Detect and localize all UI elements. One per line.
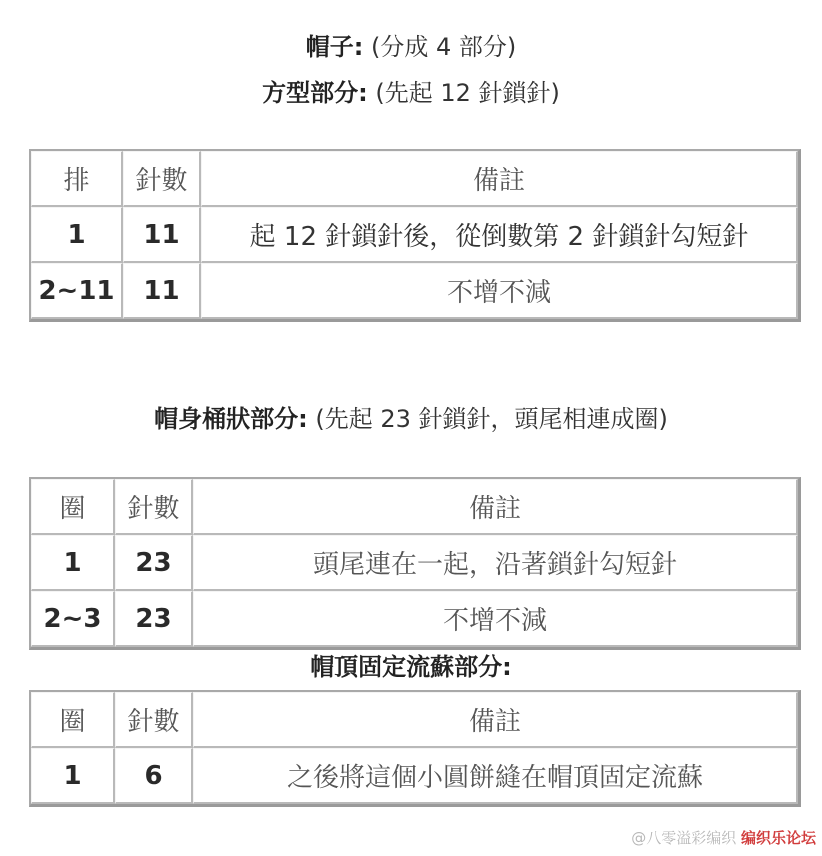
square-section-heading (0, 76, 822, 110)
column-header-stitch-count: 針數 (123, 151, 201, 207)
watermark (631, 827, 816, 848)
table-row (31, 535, 798, 591)
table-row (31, 748, 798, 804)
table-header-row (31, 479, 798, 535)
remark-cell: 不增不減 (193, 591, 798, 647)
table-row (31, 591, 798, 647)
column-header-remarks: 備註 (201, 151, 798, 207)
stitch-count-cell: 11 (123, 263, 201, 319)
remark-cell: 之後將這個小圓餅縫在帽頂固定流蘇 (193, 748, 798, 804)
tassel-section-label: 帽頂固定流蘇部分: (310, 653, 512, 681)
column-header-round-number: 圈 (31, 479, 115, 535)
round-number-cell: 2~3 (31, 591, 115, 647)
watermark-text: @八零溢彩编织 (631, 829, 737, 847)
column-header-row-number: 排 (31, 151, 123, 207)
row-number-cell: 2~11 (31, 263, 123, 319)
tube-table (29, 477, 801, 650)
remark-cell: 起 12 針鎖針後，從倒數第 2 針鎖針勾短針 (201, 207, 798, 263)
watermark-logo: 编织乐论坛 (740, 829, 816, 847)
column-header-round-number: 圈 (31, 692, 115, 748)
square-section-label: 方型部分: (262, 79, 368, 107)
stitch-count-cell: 23 (115, 535, 193, 591)
table-row (31, 263, 798, 319)
round-number-cell: 1 (31, 748, 115, 804)
column-header-stitch-count: 針數 (115, 692, 193, 748)
row-number-cell: 1 (31, 207, 123, 263)
stitch-count-cell: 23 (115, 591, 193, 647)
tube-section-note: (先起 23 針鎖針，頭尾相連成圈) (315, 405, 668, 433)
hat-title-note: (分成 4 部分) (370, 33, 517, 61)
square-section-note: (先起 12 針鎖針) (375, 79, 560, 107)
tassel-table (29, 690, 801, 807)
table-header-row (31, 692, 798, 748)
column-header-remarks: 備註 (193, 692, 798, 748)
tube-section-label: 帽身桶狀部分: (154, 405, 308, 433)
remark-cell: 不增不減 (201, 263, 798, 319)
round-number-cell: 1 (31, 535, 115, 591)
hat-title (0, 30, 822, 64)
table-row (31, 207, 798, 263)
remark-cell: 頭尾連在一起，沿著鎖針勾短針 (193, 535, 798, 591)
table-header-row (31, 151, 798, 207)
tube-section-heading (0, 402, 822, 436)
column-header-remarks: 備註 (193, 479, 798, 535)
stitch-count-cell: 11 (123, 207, 201, 263)
square-table (29, 149, 801, 322)
tassel-section-heading (0, 650, 822, 684)
hat-title-label: 帽子: (305, 33, 364, 61)
stitch-count-cell: 6 (115, 748, 193, 804)
column-header-stitch-count: 針數 (115, 479, 193, 535)
